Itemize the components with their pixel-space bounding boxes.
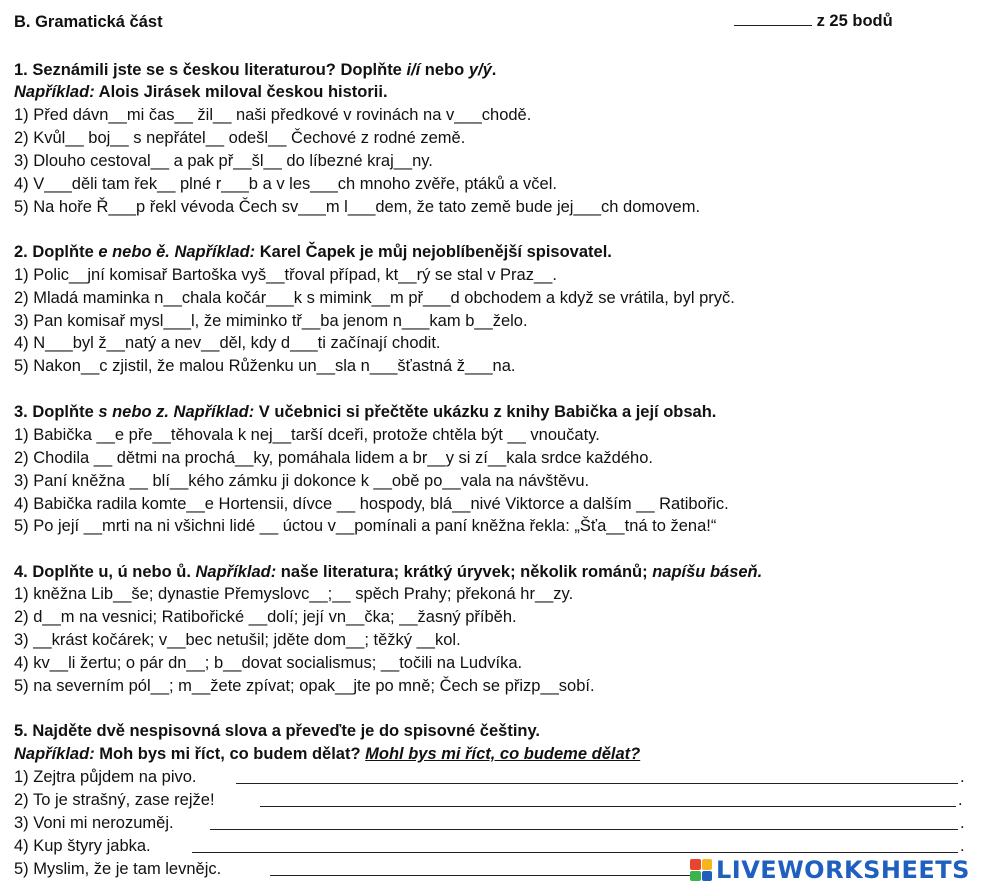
answer-line[interactable] [270,875,690,876]
exercise-3-item[interactable]: 2) Chodila __ dětmi na prochá__ky, pomáhala lidem a br__y si zí__kala srdce každého. [14,449,653,467]
logo-mark-icon [690,859,712,881]
exercise-2-title: 2. Doplňte e nebo ě. Například: Karel Čapek je můj nejoblíbenější spisovatel. [14,243,612,261]
exercise-2-item[interactable]: 4) N___byl ž__natý a nev__děl, kdy d___ti začínají chodit. [14,334,441,352]
exercise-5-item: 4) Kup štyry jabka. [14,837,151,855]
exercise-4-item[interactable]: 2) d__m na vesnici; Ratibořické __dolí; její vn__čka; __žasný příběh. [14,608,517,626]
exercise-3-title: 3. Doplňte s nebo z. Například: V učebnici si přečtěte ukázku z knihy Babička a její obsah. [14,403,717,421]
exercise-1-item[interactable]: 1) Před dávn__mi čas__ žil__ naši předkové v rovinách na v___chodě. [14,106,532,124]
exercise-5-item: 2) To je strašný, zase rejže! [14,791,215,809]
exercise-4-item[interactable]: 4) kv__li žertu; o pár dn__; b__dovat socialismus; __točili na Ludvíka. [14,654,523,672]
exercise-1-title: 1. Seznámili jste se s českou literaturou? Doplňte i/í nebo y/ý. [14,61,497,79]
exercise-4-item[interactable]: 5) na severním pól__; m__žete zpívat; opak__jte po mně; Čech se přizp__sobí. [14,677,595,695]
logo-text: LIVEWORKSHEETS [716,856,970,884]
exercise-4-title: 4. Doplňte u, ú nebo ů. Například: naše literatura; krátký úryvek; několik románů; napíšu báseň. [14,563,763,581]
exercise-1-example: Například: Alois Jirásek miloval českou historii. [14,83,388,101]
example-answer: Mohl bys mi říct, co budeme dělat? [365,745,641,763]
exercise-3-item[interactable]: 4) Babička radila komte__e Hortensii, dívce __ hospody, blá__nivé Viktorce a dalším __ Ratibořic. [14,495,729,513]
exercise-1-item[interactable]: 3) Dlouho cestoval__ a pak př__šl__ do líbezné kraj__ny. [14,152,433,170]
exercise-1-item[interactable]: 4) V___děli tam řek__ plné r___b a v les___ch mnoho zvěře, ptáků a včel. [14,175,557,193]
line-period: . [960,814,965,832]
exercise-2-item[interactable]: 2) Mladá maminka n__chala kočár___k s mimink__m př___d obchodem a když se vrátila, byl pryč. [14,289,735,307]
answer-line[interactable] [192,852,958,853]
liveworksheets-logo [690,855,970,885]
score-input[interactable] [734,11,812,26]
answer-line[interactable] [260,806,956,807]
exercise-1-item[interactable]: 2) Kvůl__ boj__ s nepřátel__ odešl__ Čechové z rodné země. [14,129,466,147]
exercise-4-item[interactable]: 1) kněžna Lib__še; dynastie Přemyslovc__;__ spěch Prahy; překoná hr__zy. [14,585,574,603]
exercise-3-item[interactable]: 1) Babička __e pře__těhovala k nej__tarší dceři, protože chtěla být __ vnoučaty. [14,426,600,444]
exercise-3-item[interactable]: 5) Po její __mrti na ni všichni lidé __ úctou v__pomínali a paní kněžna řekla: „Šťa__tná to žena!“ [14,517,717,535]
exercise-5-example: Například: Moh bys mi říct, co budem dělat? Mohl bys mi říct, co budeme dělat? [14,745,641,763]
exercise-3-item[interactable]: 3) Paní kněžna __ blí__kého zámku ji dokonce k __obě po__vala na návštěvu. [14,472,590,490]
exercise-5-item: 5) Myslim, že je tam levnějc. [14,860,222,878]
exercise-2-item[interactable]: 3) Pan komisař mysl___l, že miminko tř__ba jenom n___kam b__želo. [14,312,528,330]
score-label: z 25 bodů [816,12,893,30]
line-period: . [960,768,965,786]
section-title: B. Gramatická část [14,13,163,31]
answer-line[interactable] [210,829,958,830]
exercise-2-item[interactable]: 5) Nakon__c zjistil, že malou Růženku un__sla n___šťastná ž___na. [14,357,516,375]
line-period: . [960,837,965,855]
line-period: . [958,791,963,809]
exercise-5-item: 1) Zejtra půjdem na pivo. [14,768,197,786]
exercise-5-item: 3) Voni mi nerozuměj. [14,814,174,832]
exercise-1-item[interactable]: 5) Na hoře Ř___p řekl vévoda Čech sv___m l___dem, že tato země bude jej___ch domovem. [14,198,701,216]
exercise-4-item[interactable]: 3) __krást kočárek; v__bec netušil; jděte dom__; těžký __kol. [14,631,461,649]
answer-line[interactable] [236,783,958,784]
exercise-2-item[interactable]: 1) Polic__jní komisař Bartoška vyš__třoval případ, kt__rý se stal v Praz__. [14,266,557,284]
score-box [734,11,893,31]
exercise-5-title: 5. Najděte dvě nespisovná slova a převeďte je do spisovné češtiny. [14,722,541,740]
